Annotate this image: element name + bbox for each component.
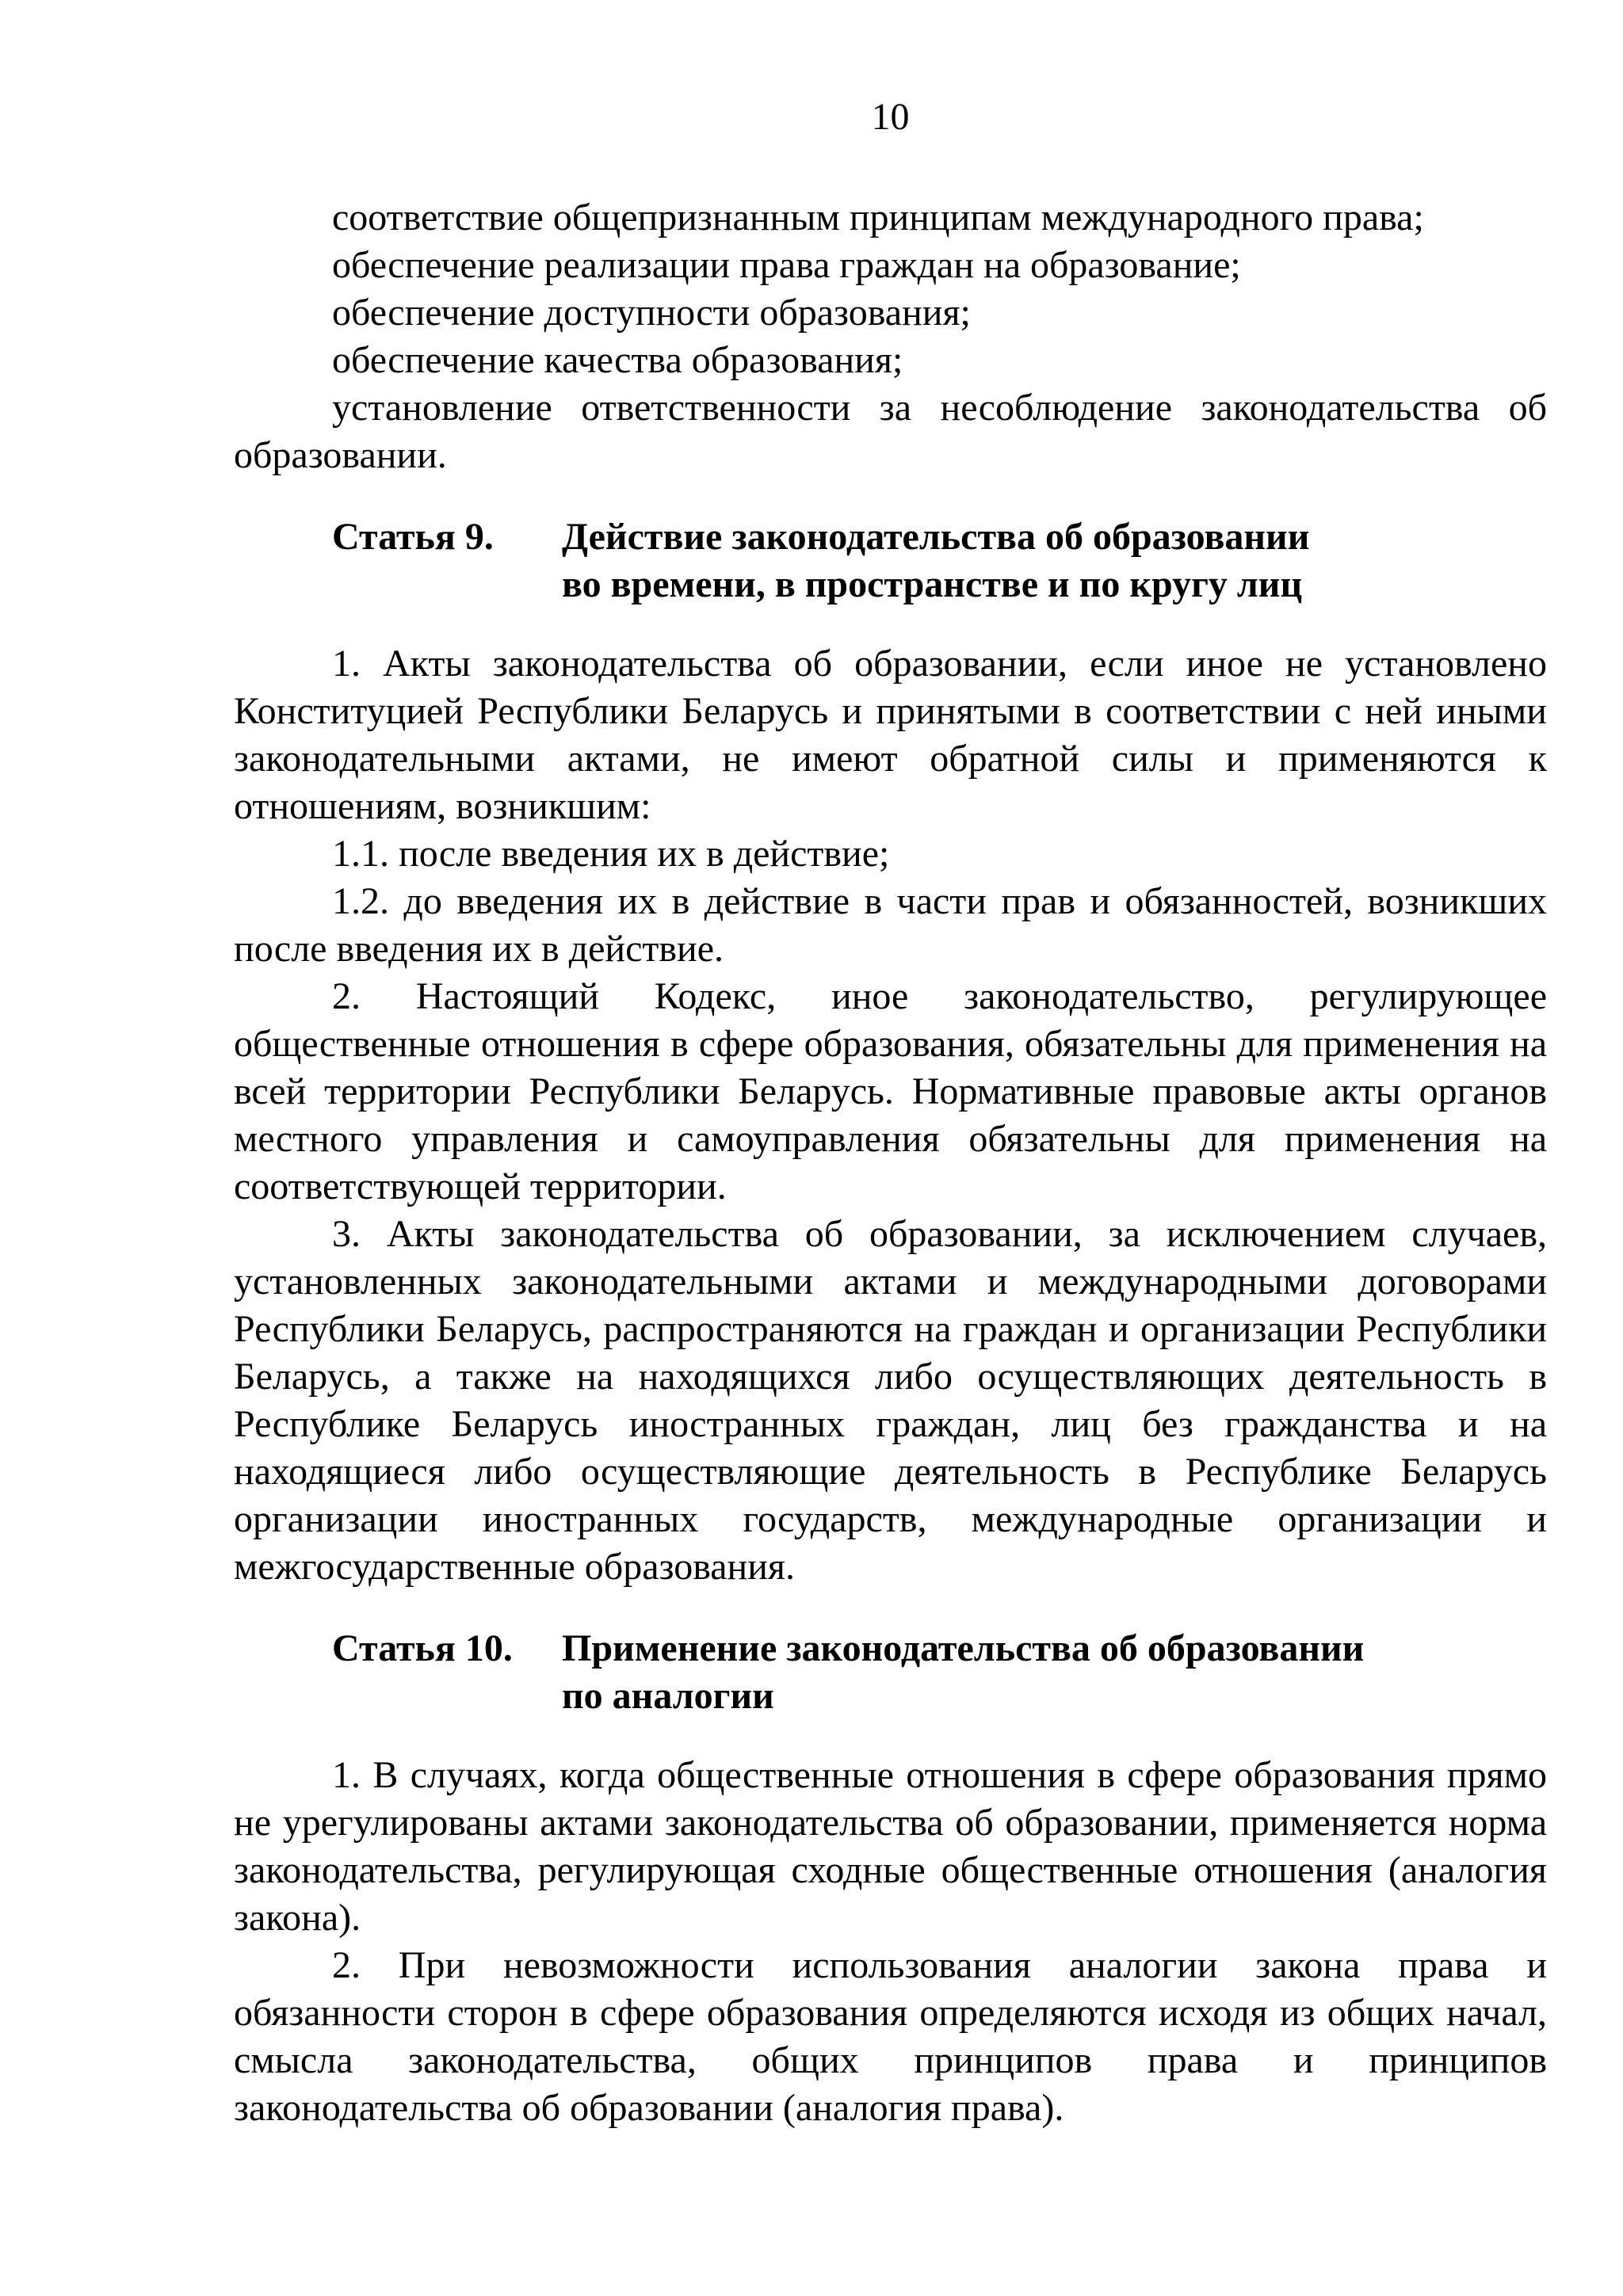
intro-item: обеспечение качества образования; (332, 339, 903, 381)
article-9-paragraph: 3. Акты законодательства об образовании, за исключением случаев, установленных законодательными актами и международными договорами Республики Беларусь, распространяются на граждан и организации Республики Беларусь, а также на находящихся либо осуществляющих деятельность в Республике Беларусь иностранных граждан, лиц без гражданства и на находящиеся либо осуществляющие деятельность в Республике Беларусь организации иностранных государств, международные организации и межгосударственные образования. (234, 1213, 1547, 1588)
document-page (234, 0, 1547, 2296)
article-10-title (562, 1625, 1547, 1720)
article-10-title-line: по аналогии (562, 1675, 774, 1717)
intro-item: установление ответственности за несоблюдение законодательства об образовании. (234, 387, 1547, 476)
spacer (234, 1720, 1547, 1752)
article-9-title-line: во времени, в пространстве и по кругу лиц (562, 563, 1303, 605)
article-9-paragraph: 1.2. до введения их в действие в части прав и обязанностей, возникших после введения их в действие. (234, 880, 1547, 970)
document-body (234, 194, 1547, 2132)
intro-item: обеспечение реализации права граждан на образование; (332, 244, 1241, 286)
page-number: 10 (871, 96, 910, 138)
spacer (234, 1591, 1547, 1625)
article-9-number: Статья 9. (332, 516, 494, 558)
intro-item: обеспечение доступности образования; (332, 292, 971, 334)
article-10-title-line: Применение законодательства об образовании (562, 1627, 1365, 1669)
article-9-paragraph: 1.1. после введения их в действие; (332, 833, 890, 875)
article-9-title-line: Действие законодательства об образовании (562, 516, 1310, 558)
article-9-heading (234, 513, 1547, 608)
article-10-paragraph: 1. В случаях, когда общественные отношения в сфере образования прямо не урегулированы актами законодательства об образовании, применяется норма законодательства, регулирующая сходные общественные отношения (аналогия закона). (234, 1754, 1547, 1939)
article-10-number: Статья 10. (332, 1627, 513, 1669)
article-9-paragraph: 1. Акты законодательства об образовании, если иное не установлено Конституцией Республики Беларусь и принятыми в соответствии с ней иными законодательными актами, не имеют обратной силы и применяются к отношениям, возникшим: (234, 643, 1547, 827)
intro-item: соответствие общепризнанным принципам международного права; (332, 196, 1424, 238)
spacer (234, 608, 1547, 640)
article-9-paragraph: 2. Настоящий Кодекс, иное законодательство, регулирующее общественные отношения в сфере образования, обязательны для применения на всей территории Республики Беларусь. Нормативные правовые акты органов местного управления и самоуправления обязательны для применения на соответствующей территории. (234, 975, 1547, 1207)
spacer (234, 479, 1547, 513)
article-10-heading (234, 1625, 1547, 1720)
article-9-title (562, 513, 1547, 608)
article-10-paragraph: 2. При невозможности использования аналогии закона права и обязанности сторон в сфере образования определяются исходя из общих начал, смысла законодательства, общих принципов права и принципов законодательства об образовании (аналогия права). (234, 1944, 1547, 2129)
